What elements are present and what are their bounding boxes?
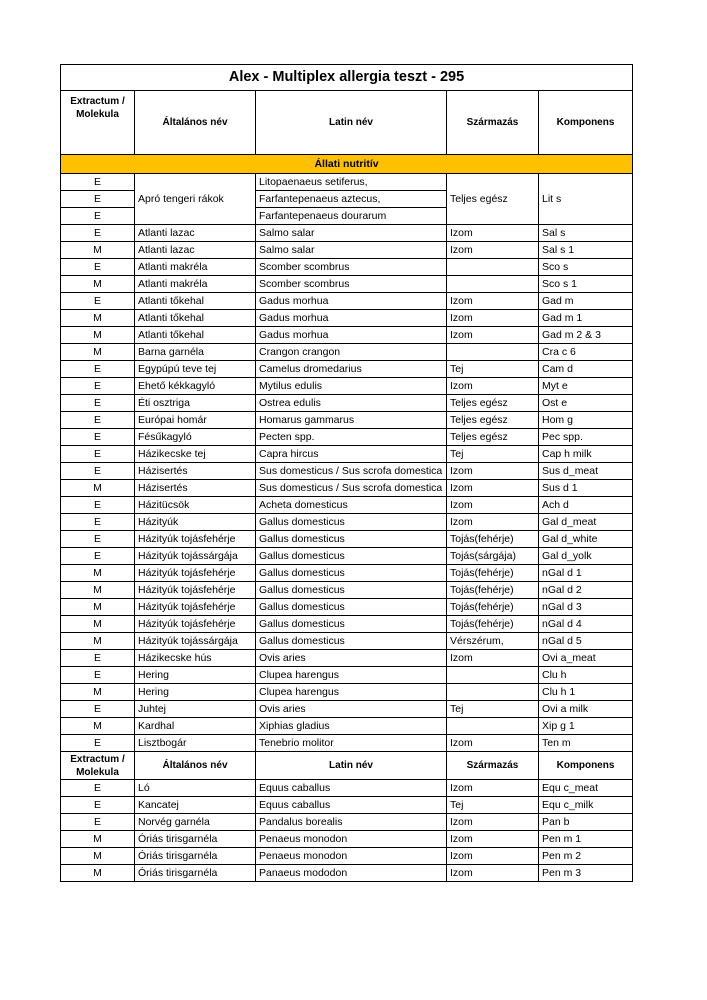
- table-row: [61, 310, 633, 327]
- cell-type: E: [61, 548, 135, 565]
- cell-origin: [447, 276, 539, 293]
- cell-latin-name: Sus domesticus / Sus scrofa domestica: [256, 463, 447, 480]
- cell-type: E: [61, 701, 135, 718]
- cell-type: M: [61, 718, 135, 735]
- repeated-header-row: [61, 752, 633, 780]
- cell-component: Pan b: [539, 814, 633, 831]
- cell-type: M: [61, 865, 135, 882]
- cell-latin-name: Gallus domesticus: [256, 531, 447, 548]
- cell-common-name: Házityúk tojásfehérje: [135, 599, 256, 616]
- cell-origin: Tojás(fehérje): [447, 616, 539, 633]
- cell-component: Hom g: [539, 412, 633, 429]
- cell-component: Ten m: [539, 735, 633, 752]
- cell-origin: Teljes egész: [447, 395, 539, 412]
- cell-latin-name: Litopaenaeus setiferus,: [256, 174, 447, 191]
- cell-origin: Izom: [447, 310, 539, 327]
- cell-component: Ovi a milk: [539, 701, 633, 718]
- table-row: [61, 780, 633, 797]
- cell-type: E: [61, 259, 135, 276]
- cell-common-name: Atlanti lazac: [135, 225, 256, 242]
- table-row: [61, 831, 633, 848]
- table-row: [61, 865, 633, 882]
- cell-common-name: Hering: [135, 684, 256, 701]
- table-row: [61, 701, 633, 718]
- cell-common-name: Atlanti makréla: [135, 259, 256, 276]
- cell-common-name: Fésűkagyló: [135, 429, 256, 446]
- cell-latin-name: Gallus domesticus: [256, 616, 447, 633]
- cell-type: E: [61, 361, 135, 378]
- cell-latin-name: Xiphias gladius: [256, 718, 447, 735]
- cell-component: nGal d 2: [539, 582, 633, 599]
- cell-type: M: [61, 276, 135, 293]
- cell-component: Gad m 1: [539, 310, 633, 327]
- table-row: [61, 293, 633, 310]
- cell-component: Sal s: [539, 225, 633, 242]
- cell-origin: Teljes egész: [447, 174, 539, 225]
- cell-common-name: Atlanti lazac: [135, 242, 256, 259]
- cell-origin: Tojás(fehérje): [447, 531, 539, 548]
- cell-common-name: Óriás tirisgarnéla: [135, 848, 256, 865]
- table-row: [61, 480, 633, 497]
- cell-latin-name: Gallus domesticus: [256, 599, 447, 616]
- table-row: [61, 378, 633, 395]
- cell-latin-name: Scomber scombrus: [256, 276, 447, 293]
- cell-common-name: Házityúk tojásfehérje: [135, 582, 256, 599]
- cell-type: E: [61, 378, 135, 395]
- cell-latin-name: Farfantepenaeus dourarum: [256, 208, 447, 225]
- cell-origin: Izom: [447, 293, 539, 310]
- cell-component: Clu h: [539, 667, 633, 684]
- cell-latin-name: Ostrea edulis: [256, 395, 447, 412]
- cell-component: Pen m 2: [539, 848, 633, 865]
- cell-latin-name: Sus domesticus / Sus scrofa domestica: [256, 480, 447, 497]
- cell-latin-name: Camelus dromedarius: [256, 361, 447, 378]
- cell-component: Pen m 1: [539, 831, 633, 848]
- cell-component: Clu h 1: [539, 684, 633, 701]
- cell-component: Sus d_meat: [539, 463, 633, 480]
- cell-origin: Izom: [447, 650, 539, 667]
- cell-common-name: Házityúk tojássárgája: [135, 548, 256, 565]
- table-row: [61, 599, 633, 616]
- cell-type: M: [61, 848, 135, 865]
- cell-common-name: Norvég garnéla: [135, 814, 256, 831]
- cell-component: Cap h milk: [539, 446, 633, 463]
- cell-common-name: Házisertés: [135, 480, 256, 497]
- table-row: [61, 582, 633, 599]
- cell-latin-name: Salmo salar: [256, 225, 447, 242]
- table-row: [61, 361, 633, 378]
- cell-type: E: [61, 735, 135, 752]
- cell-common-name: Házisertés: [135, 463, 256, 480]
- cell-component: Sal s 1: [539, 242, 633, 259]
- cell-component: Equ c_meat: [539, 780, 633, 797]
- cell-type: E: [61, 208, 135, 225]
- cell-origin: Izom: [447, 327, 539, 344]
- table-row: [61, 684, 633, 701]
- cell-latin-name: Equus caballus: [256, 780, 447, 797]
- cell-common-name: Hering: [135, 667, 256, 684]
- table-row: [61, 531, 633, 548]
- cell-origin: Tojás(fehérje): [447, 599, 539, 616]
- cell-type: E: [61, 429, 135, 446]
- cell-type: M: [61, 565, 135, 582]
- cell-common-name: Házityúk tojásfehérje: [135, 565, 256, 582]
- cell-common-name: Kancatej: [135, 797, 256, 814]
- cell-latin-name: Gallus domesticus: [256, 565, 447, 582]
- cell-latin-name: Pecten spp.: [256, 429, 447, 446]
- table-row: [61, 174, 633, 191]
- cell-origin: Izom: [447, 242, 539, 259]
- table-row: [61, 565, 633, 582]
- cell-common-name: Atlanti tőkehal: [135, 327, 256, 344]
- table-row: [61, 814, 633, 831]
- cell-common-name: Házityúk: [135, 514, 256, 531]
- cell-latin-name: Gadus morhua: [256, 293, 447, 310]
- cell-component: nGal d 5: [539, 633, 633, 650]
- header-row: [61, 91, 633, 155]
- cell-latin-name: Salmo salar: [256, 242, 447, 259]
- cell-origin: Izom: [447, 463, 539, 480]
- cell-latin-name: Clupea harengus: [256, 667, 447, 684]
- cell-type: M: [61, 327, 135, 344]
- cell-common-name: Házikecske hús: [135, 650, 256, 667]
- table-row: [61, 225, 633, 242]
- cell-type: E: [61, 395, 135, 412]
- table-row: [61, 616, 633, 633]
- cell-origin: Izom: [447, 225, 539, 242]
- cell-type: E: [61, 191, 135, 208]
- cell-type: M: [61, 599, 135, 616]
- cell-origin: Izom: [447, 814, 539, 831]
- table-row: [61, 548, 633, 565]
- cell-common-name: Lisztbogár: [135, 735, 256, 752]
- cell-common-name: Egypúpú teve tej: [135, 361, 256, 378]
- header-latin-name: Latin név: [256, 752, 447, 780]
- cell-latin-name: Penaeus monodon: [256, 848, 447, 865]
- cell-latin-name: Homarus gammarus: [256, 412, 447, 429]
- table-row: [61, 650, 633, 667]
- cell-type: M: [61, 310, 135, 327]
- cell-latin-name: Equus caballus: [256, 797, 447, 814]
- cell-component: Ost e: [539, 395, 633, 412]
- cell-origin: Izom: [447, 848, 539, 865]
- cell-origin: [447, 667, 539, 684]
- cell-origin: Tojás(fehérje): [447, 582, 539, 599]
- cell-common-name: Házityúk tojásfehérje: [135, 616, 256, 633]
- cell-type: E: [61, 797, 135, 814]
- table-row: [61, 242, 633, 259]
- header-common-name: Általános név: [135, 91, 256, 155]
- cell-component: Gal d_white: [539, 531, 633, 548]
- table-row: [61, 276, 633, 293]
- table-row: [61, 633, 633, 650]
- cell-type: E: [61, 814, 135, 831]
- table-row: [61, 463, 633, 480]
- allergy-table: [60, 64, 633, 882]
- cell-common-name: Óriás tirisgarnéla: [135, 865, 256, 882]
- cell-origin: Izom: [447, 831, 539, 848]
- table-row: [61, 848, 633, 865]
- cell-component: Sus d 1: [539, 480, 633, 497]
- cell-component: Gal d_yolk: [539, 548, 633, 565]
- cell-component: Pec spp.: [539, 429, 633, 446]
- cell-origin: Izom: [447, 480, 539, 497]
- cell-latin-name: Crangon crangon: [256, 344, 447, 361]
- table-row: [61, 735, 633, 752]
- cell-common-name: Európai homár: [135, 412, 256, 429]
- cell-origin: Tej: [447, 361, 539, 378]
- cell-component: nGal d 1: [539, 565, 633, 582]
- cell-component: Gad m 2 & 3: [539, 327, 633, 344]
- header-component: Komponens: [539, 752, 633, 780]
- cell-common-name: Apró tengeri rákok: [135, 174, 256, 225]
- cell-latin-name: Ovis aries: [256, 650, 447, 667]
- cell-common-name: Óriás tirisgarnéla: [135, 831, 256, 848]
- cell-type: M: [61, 633, 135, 650]
- cell-latin-name: Farfantepenaeus aztecus,: [256, 191, 447, 208]
- cell-type: M: [61, 480, 135, 497]
- cell-latin-name: Gadus morhua: [256, 310, 447, 327]
- table-row: [61, 718, 633, 735]
- cell-component: Cam d: [539, 361, 633, 378]
- cell-type: E: [61, 514, 135, 531]
- table-title: Alex - Multiplex allergia teszt - 295: [61, 65, 633, 91]
- cell-type: E: [61, 174, 135, 191]
- cell-component: Xip g 1: [539, 718, 633, 735]
- cell-common-name: Házityúk tojásfehérje: [135, 531, 256, 548]
- header-origin: Származás: [447, 752, 539, 780]
- cell-component: Gal d_meat: [539, 514, 633, 531]
- table-row: [61, 797, 633, 814]
- cell-latin-name: Scomber scombrus: [256, 259, 447, 276]
- cell-latin-name: Gallus domesticus: [256, 582, 447, 599]
- cell-common-name: Juhtej: [135, 701, 256, 718]
- header-type: Extractum / Molekula: [61, 91, 135, 155]
- cell-component: Gad m: [539, 293, 633, 310]
- cell-component: Ach d: [539, 497, 633, 514]
- header-origin: Származás: [447, 91, 539, 155]
- cell-latin-name: Panaeus mododon: [256, 865, 447, 882]
- header-common-name: Általános név: [135, 752, 256, 780]
- cell-origin: [447, 684, 539, 701]
- cell-type: E: [61, 225, 135, 242]
- cell-type: M: [61, 582, 135, 599]
- table-row: [61, 497, 633, 514]
- header-component: Komponens: [539, 91, 633, 155]
- cell-type: M: [61, 684, 135, 701]
- cell-latin-name: Gadus morhua: [256, 327, 447, 344]
- cell-component: Sco s 1: [539, 276, 633, 293]
- cell-type: E: [61, 667, 135, 684]
- cell-type: E: [61, 497, 135, 514]
- header-latin-name: Latin név: [256, 91, 447, 155]
- cell-component: Myt e: [539, 378, 633, 395]
- cell-type: M: [61, 831, 135, 848]
- cell-type: M: [61, 344, 135, 361]
- cell-origin: Izom: [447, 497, 539, 514]
- cell-origin: Izom: [447, 378, 539, 395]
- cell-origin: [447, 718, 539, 735]
- cell-type: E: [61, 463, 135, 480]
- cell-latin-name: Ovis aries: [256, 701, 447, 718]
- table-row: [61, 446, 633, 463]
- cell-latin-name: Clupea harengus: [256, 684, 447, 701]
- cell-common-name: Házikecske tej: [135, 446, 256, 463]
- cell-common-name: Házityúk tojássárgája: [135, 633, 256, 650]
- table-row: [61, 344, 633, 361]
- cell-origin: Izom: [447, 780, 539, 797]
- cell-common-name: Atlanti makréla: [135, 276, 256, 293]
- cell-latin-name: Acheta domesticus: [256, 497, 447, 514]
- cell-latin-name: Gallus domesticus: [256, 548, 447, 565]
- cell-common-name: Barna garnéla: [135, 344, 256, 361]
- cell-latin-name: Gallus domesticus: [256, 633, 447, 650]
- cell-latin-name: Gallus domesticus: [256, 514, 447, 531]
- cell-component: Lit s: [539, 174, 633, 225]
- cell-type: E: [61, 293, 135, 310]
- cell-latin-name: Tenebrio molitor: [256, 735, 447, 752]
- cell-common-name: Ehető kékkagyló: [135, 378, 256, 395]
- cell-origin: Izom: [447, 735, 539, 752]
- table-row: [61, 395, 633, 412]
- cell-common-name: Házitücsök: [135, 497, 256, 514]
- cell-component: Pen m 3: [539, 865, 633, 882]
- cell-component: Equ c_milk: [539, 797, 633, 814]
- cell-common-name: Éti osztriga: [135, 395, 256, 412]
- cell-origin: Teljes egész: [447, 412, 539, 429]
- cell-latin-name: Capra hircus: [256, 446, 447, 463]
- section-heading: Állati nutritív: [61, 155, 633, 174]
- cell-latin-name: Pandalus borealis: [256, 814, 447, 831]
- cell-origin: Tej: [447, 701, 539, 718]
- cell-origin: Izom: [447, 514, 539, 531]
- cell-origin: [447, 259, 539, 276]
- header-type: Extractum / Molekula: [61, 752, 135, 780]
- cell-origin: Vérszérum,: [447, 633, 539, 650]
- cell-component: Sco s: [539, 259, 633, 276]
- cell-common-name: Atlanti tőkehal: [135, 310, 256, 327]
- cell-type: E: [61, 446, 135, 463]
- cell-type: M: [61, 242, 135, 259]
- cell-origin: Tojás(fehérje): [447, 565, 539, 582]
- cell-origin: Tojás(sárgája): [447, 548, 539, 565]
- cell-origin: Tej: [447, 797, 539, 814]
- cell-type: M: [61, 616, 135, 633]
- cell-origin: Teljes egész: [447, 429, 539, 446]
- table-row: [61, 514, 633, 531]
- cell-common-name: Atlanti tőkehal: [135, 293, 256, 310]
- cell-component: nGal d 3: [539, 599, 633, 616]
- table-row: [61, 259, 633, 276]
- cell-type: E: [61, 650, 135, 667]
- table-row: [61, 327, 633, 344]
- table-row: [61, 412, 633, 429]
- table-row: [61, 667, 633, 684]
- cell-origin: [447, 344, 539, 361]
- cell-latin-name: Penaeus monodon: [256, 831, 447, 848]
- cell-origin: Tej: [447, 446, 539, 463]
- cell-latin-name: Mytilus edulis: [256, 378, 447, 395]
- cell-component: Ovi a_meat: [539, 650, 633, 667]
- cell-component: nGal d 4: [539, 616, 633, 633]
- cell-component: Cra c 6: [539, 344, 633, 361]
- cell-origin: Izom: [447, 865, 539, 882]
- cell-common-name: Kardhal: [135, 718, 256, 735]
- cell-type: E: [61, 780, 135, 797]
- allergy-table-sheet: [60, 64, 632, 882]
- cell-common-name: Ló: [135, 780, 256, 797]
- cell-type: E: [61, 412, 135, 429]
- table-row: [61, 429, 633, 446]
- cell-type: E: [61, 531, 135, 548]
